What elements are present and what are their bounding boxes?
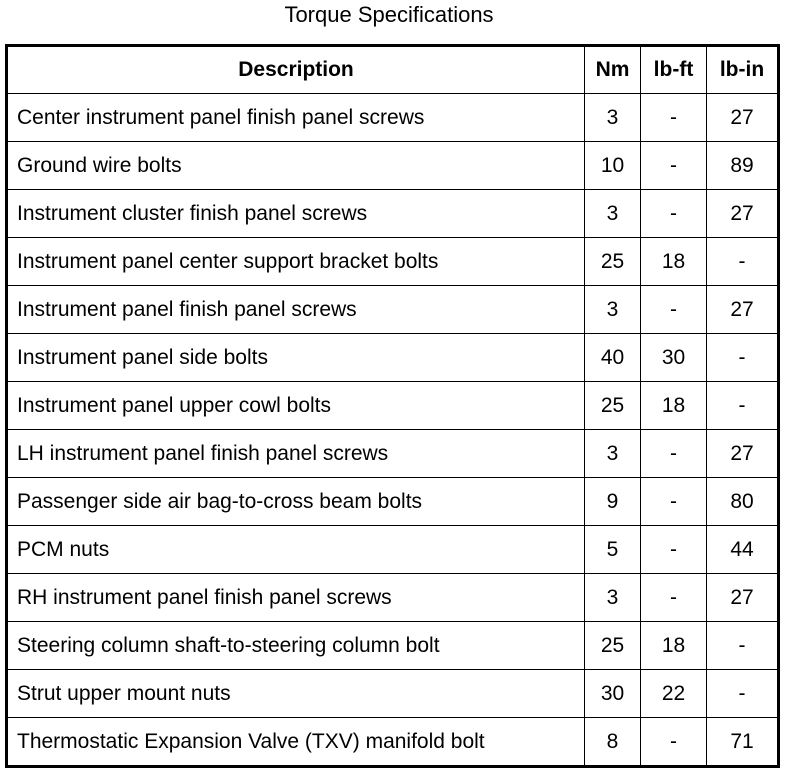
- nm-cell: 10: [585, 142, 641, 190]
- nm-cell: 25: [585, 238, 641, 286]
- lb-in-cell: 27: [707, 94, 779, 142]
- description-cell: Ground wire bolts: [7, 142, 585, 190]
- description-cell: Instrument panel side bolts: [7, 334, 585, 382]
- description-cell: RH instrument panel finish panel screws: [7, 574, 585, 622]
- nm-cell: 3: [585, 190, 641, 238]
- table-row: [7, 526, 779, 574]
- lb-ft-cell: -: [641, 478, 707, 526]
- lb-ft-cell: 18: [641, 238, 707, 286]
- table-row: [7, 478, 779, 526]
- table-row: [7, 238, 779, 286]
- nm-cell: 3: [585, 286, 641, 334]
- lb-ft-cell: 30: [641, 334, 707, 382]
- description-cell: Thermostatic Expansion Valve (TXV) manifold bolt: [7, 718, 585, 767]
- description-cell: Passenger side air bag-to-cross beam bolts: [7, 478, 585, 526]
- description-cell: PCM nuts: [7, 526, 585, 574]
- description-cell: Instrument panel center support bracket bolts: [7, 238, 585, 286]
- lb-ft-cell: -: [641, 142, 707, 190]
- lb-ft-cell: -: [641, 718, 707, 767]
- lb-ft-cell: -: [641, 286, 707, 334]
- description-cell: Center instrument panel finish panel screws: [7, 94, 585, 142]
- nm-cell: 5: [585, 526, 641, 574]
- nm-cell: 9: [585, 478, 641, 526]
- lb-ft-cell: 18: [641, 622, 707, 670]
- lb-in-cell: -: [707, 670, 779, 718]
- table-row: [7, 190, 779, 238]
- torque-spec-table: [5, 44, 780, 768]
- table-row: [7, 670, 779, 718]
- lb-in-cell: -: [707, 382, 779, 430]
- header-row: [7, 46, 779, 94]
- nm-cell: 3: [585, 430, 641, 478]
- description-cell: Instrument panel upper cowl bolts: [7, 382, 585, 430]
- table-row: [7, 142, 779, 190]
- nm-cell: 30: [585, 670, 641, 718]
- table-row: [7, 622, 779, 670]
- lb-in-cell: 27: [707, 190, 779, 238]
- lb-ft-cell: -: [641, 574, 707, 622]
- page-title: Torque Specifications: [284, 2, 494, 27]
- lb-in-cell: 89: [707, 142, 779, 190]
- nm-cell: 40: [585, 334, 641, 382]
- nm-cell: 25: [585, 382, 641, 430]
- table-row: [7, 286, 779, 334]
- lb-in-cell: 27: [707, 286, 779, 334]
- lb-in-cell: 27: [707, 574, 779, 622]
- table-row: [7, 430, 779, 478]
- lb-ft-cell: -: [641, 526, 707, 574]
- table-row: [7, 334, 779, 382]
- table-row: [7, 94, 779, 142]
- lb-in-cell: 71: [707, 718, 779, 767]
- lb-ft-cell: 18: [641, 382, 707, 430]
- table-row: [7, 382, 779, 430]
- description-cell: LH instrument panel finish panel screws: [7, 430, 585, 478]
- lb-in-cell: -: [707, 622, 779, 670]
- header-nm: Nm: [585, 46, 641, 94]
- description-cell: Instrument cluster finish panel screws: [7, 190, 585, 238]
- nm-cell: 8: [585, 718, 641, 767]
- lb-in-cell: 44: [707, 526, 779, 574]
- lb-ft-cell: -: [641, 430, 707, 478]
- lb-ft-cell: -: [641, 190, 707, 238]
- description-cell: Steering column shaft-to-steering column bolt: [7, 622, 585, 670]
- lb-in-cell: 27: [707, 430, 779, 478]
- description-cell: Strut upper mount nuts: [7, 670, 585, 718]
- lb-ft-cell: 22: [641, 670, 707, 718]
- table-row: [7, 718, 779, 767]
- lb-in-cell: 80: [707, 478, 779, 526]
- header-lb-in: lb-in: [707, 46, 779, 94]
- lb-in-cell: -: [707, 334, 779, 382]
- table-body: [7, 94, 779, 767]
- table-row: [7, 574, 779, 622]
- lb-ft-cell: -: [641, 94, 707, 142]
- nm-cell: 3: [585, 94, 641, 142]
- header-description: Description: [7, 46, 585, 94]
- description-cell: Instrument panel finish panel screws: [7, 286, 585, 334]
- nm-cell: 25: [585, 622, 641, 670]
- header-lb-ft: lb-ft: [641, 46, 707, 94]
- lb-in-cell: -: [707, 238, 779, 286]
- nm-cell: 3: [585, 574, 641, 622]
